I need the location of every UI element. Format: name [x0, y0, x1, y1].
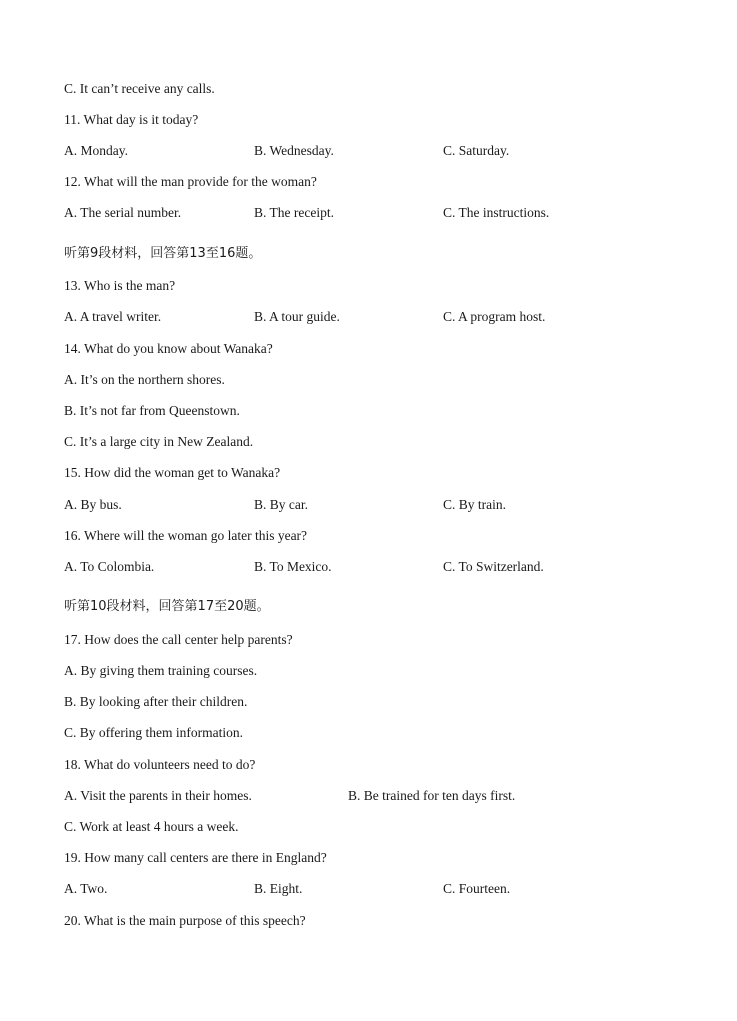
q17-option-c: C. By offering them information. — [64, 725, 243, 740]
question-14: 14. What do you know about Wanaka? — [64, 341, 273, 356]
q11-options — [64, 142, 684, 160]
q11-option-b: B. Wednesday. — [254, 143, 334, 158]
q14-option-b: B. It’s not far from Queenstown. — [64, 403, 240, 418]
q16-options — [64, 558, 684, 576]
q19-option-c: C. Fourteen. — [443, 881, 511, 896]
q10-option-c: C. It can’t receive any calls. — [64, 81, 215, 96]
q14-option-c: C. It’s a large city in New Zealand. — [64, 434, 254, 449]
q15-option-b: B. By car. — [254, 497, 308, 512]
q13-options — [64, 308, 684, 326]
q17-option-b: B. By looking after their children. — [64, 694, 248, 709]
q16-option-b: B. To Mexico. — [254, 559, 332, 574]
q11-option-c: C. Saturday. — [443, 143, 510, 158]
q16-option-c: C. To Switzerland. — [443, 559, 544, 574]
q12-option-c: C. The instructions. — [443, 205, 550, 220]
q12-option-a: A. The serial number. — [64, 205, 182, 220]
question-17: 17. How does the call center help parents? — [64, 632, 293, 647]
q19-option-b: B. Eight. — [254, 881, 303, 896]
question-15: 15. How did the woman get to Wanaka? — [64, 465, 281, 480]
section-10-heading: 听第10段材料，回答第17至20题。 — [64, 599, 270, 614]
q14-option-a: A. It’s on the northern shores. — [64, 372, 225, 387]
q13-option-b: B. A tour guide. — [254, 309, 340, 324]
q15-options — [64, 496, 684, 514]
q13-option-c: C. A program host. — [443, 309, 546, 324]
question-13: 13. Who is the man? — [64, 278, 176, 293]
q18-option-a: A. Visit the parents in their homes. — [64, 788, 252, 803]
q12-option-b: B. The receipt. — [254, 205, 334, 220]
section-9-heading: 听第9段材料，回答第13至16题。 — [64, 246, 262, 261]
question-11: 11. What day is it today? — [64, 112, 199, 127]
question-16: 16. Where will the woman go later this year? — [64, 528, 308, 543]
q18-options — [64, 787, 684, 805]
q16-option-a: A. To Colombia. — [64, 559, 155, 574]
q11-option-a: A. Monday. — [64, 143, 128, 158]
q18-option-c: C. Work at least 4 hours a week. — [64, 819, 239, 834]
q19-options — [64, 880, 684, 898]
q19-option-a: A. Two. — [64, 881, 108, 896]
question-20: 20. What is the main purpose of this speech? — [64, 913, 306, 928]
q17-option-a: A. By giving them training courses. — [64, 663, 258, 678]
q18-option-b: B. Be trained for ten days first. — [348, 788, 516, 803]
question-18: 18. What do volunteers need to do? — [64, 757, 256, 772]
question-19: 19. How many call centers are there in England? — [64, 850, 327, 865]
q13-option-a: A. A travel writer. — [64, 309, 162, 324]
q15-option-c: C. By train. — [443, 497, 506, 512]
question-12: 12. What will the man provide for the woman? — [64, 174, 317, 189]
q15-option-a: A. By bus. — [64, 497, 122, 512]
q12-options — [64, 204, 684, 222]
